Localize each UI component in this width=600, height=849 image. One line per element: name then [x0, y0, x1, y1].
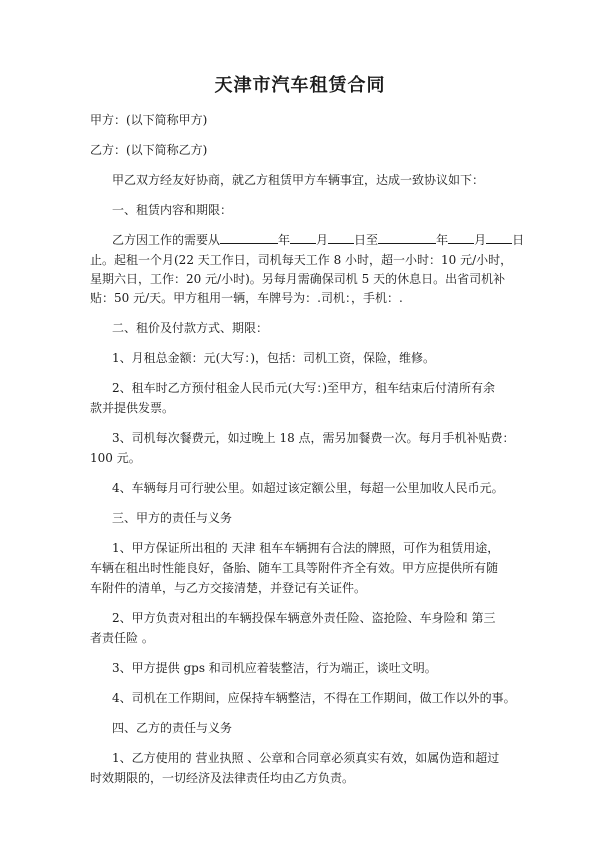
month-label: 月 — [474, 233, 487, 247]
section-3-heading: 三、甲方的责任与义务 — [112, 511, 233, 525]
section-3-item-1-line-2: 车辆在租出时性能良好，备胎、随车工具等附件齐全有效。甲方应提供所有随 — [90, 561, 499, 575]
section-4-heading: 四、乙方的责任与义务 — [112, 721, 233, 735]
section-2-item-4: 4、车辆每月可行驶公里。如超过该定额公里，每超一公里加收人民币元。 — [112, 481, 504, 495]
end-month-blank — [448, 231, 474, 244]
section-4-item-1-line-1: 1、乙方使用的 营业执照 、公章和合同章必须真实有效，如属伪造和超过 — [112, 751, 500, 765]
section-3-item-4: 4、司机在工作期间，应保持车辆整洁，不得在工作期间，做工作以外的事。 — [112, 691, 516, 705]
month-label: 月 — [316, 233, 329, 247]
contract-title: 天津市汽车租赁合同 — [214, 75, 386, 96]
to-label: 日至 — [354, 233, 379, 247]
start-month-blank — [290, 231, 316, 244]
section-3-item-2-line-2: 者责任险 。 — [90, 631, 154, 645]
section-2-item-3-line-1: 3、司机每次餐费元，如过晚上 18 点，需另加餐费一次。每月手机补贴费： — [112, 431, 515, 445]
section-2-item-2-line-2: 款并提供发票。 — [90, 401, 175, 415]
section-2-item-1: 1、月租总金额：元(大写：)，包括：司机工资，保险，维修。 — [112, 351, 436, 365]
section-4-item-1-line-2: 时效期限的，一切经济及法律责任均由乙方负责。 — [90, 771, 355, 785]
section-1-line-1 — [112, 230, 542, 251]
start-day-blank — [328, 231, 354, 244]
section-2-item-2-line-1: 2、租车时乙方预付租金人民币元(大写：)至甲方，租车结束后付清所有余 — [112, 381, 496, 395]
section-1-line-4: 贴：50 元/天。甲方租用一辆，车牌号为：.司机：，手机：. — [90, 291, 403, 305]
party-a-line: 甲方：(以下简称甲方) — [90, 113, 208, 127]
day-label: 日 — [512, 233, 525, 247]
section-1-heading: 一、租赁内容和期限： — [112, 203, 233, 217]
section-1-line-2: 止。起租一个月(22 天工作日，司机每天工作 8 小时，超一小时：10 元/小时， — [90, 253, 513, 267]
section-2-heading: 二、租价及付款方式、期限： — [112, 321, 269, 335]
intro-paragraph: 甲乙双方经友好协商，就乙方租赁甲方车辆事宜，达成一致协议如下： — [112, 173, 485, 187]
section-1-line-3: 星期六日，工作：20 元/小时)。另每月需确保司机 5 天的休息日。出省司机补 — [90, 272, 506, 286]
end-day-blank — [486, 231, 512, 244]
lease-period-text: 乙方因工作的需要从 — [112, 233, 221, 247]
party-b-line: 乙方：(以下简称乙方) — [90, 143, 208, 157]
section-3-item-1-line-1: 1、甲方保证所出租的 天津 租车车辆拥有合法的牌照，可作为租赁用途， — [112, 541, 500, 555]
section-3-item-3: 3、甲方提供 gps 和司机应着装整洁，行为端正，谈吐文明。 — [112, 661, 437, 675]
section-3-item-1-line-3: 车附件的清单，与乙方交接清楚，并登记有关证件。 — [90, 581, 367, 595]
year-label: 年 — [278, 233, 291, 247]
section-2-item-3-line-2: 100 元。 — [90, 451, 141, 465]
start-year-blank — [220, 231, 278, 244]
end-year-blank — [378, 231, 436, 244]
section-3-item-2-line-1: 2、甲方负责对租出的车辆投保车辆意外责任险、盗抢险、车身险和 第三 — [112, 611, 496, 625]
year-label: 年 — [436, 233, 449, 247]
